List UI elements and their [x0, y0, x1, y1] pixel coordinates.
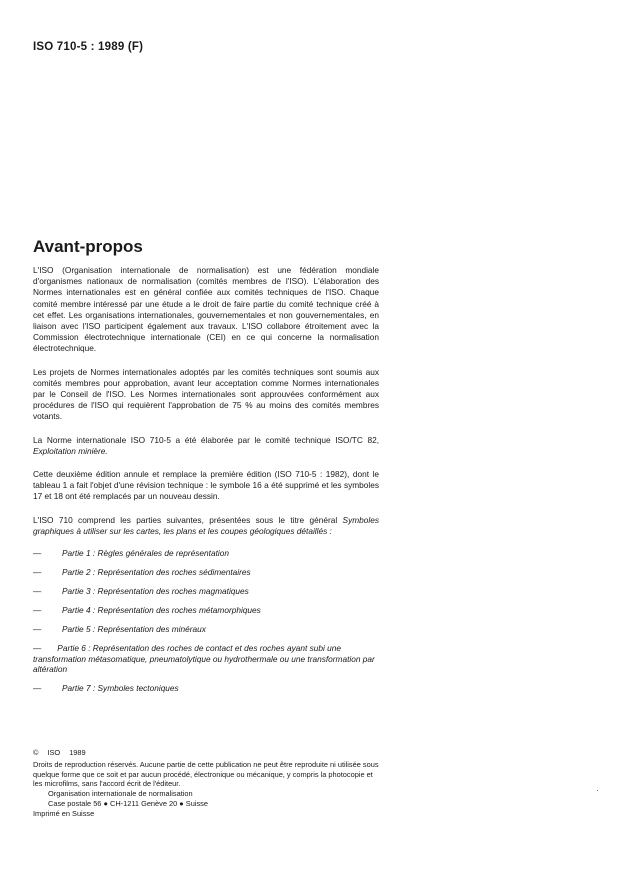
copyright-year: 1989	[69, 748, 86, 757]
prepared-by-text: La Norme internationale ISO 710-5 a été élaborée par le comité technique ISO/TC 82,	[33, 434, 379, 445]
printed-in: Imprimé en Suisse	[33, 808, 95, 818]
list-item-text: Partie 5 : Représentation des minéraux	[62, 624, 206, 635]
list-dash: —	[33, 683, 42, 694]
list-item-part-6	[33, 643, 379, 675]
paragraph-prepared-by	[33, 435, 379, 457]
list-item-text: Partie 3 : Représentation des roches magmatiques	[62, 586, 249, 597]
paragraph-iso-description: L'ISO (Organisation internationale de normalisation) est une fédération mondiale d'organismes nationaux de normalisation (comités membres de l'ISO). L'élaboration des Normes internationales est en général confiée aux comités techniques de l'ISO. Chaque comité membre intéressé par une étude a le droit de faire partie du comité technique créé à cet effet. Les organisations internationales, gouvernementales et non gouvernementales, en liaison avec l'ISO participent également aux travaux. L'ISO collabore étroitement avec la Commission électrotechnique internationale (CEI) en ce qui concerne la normalisation électrotechnique.	[33, 265, 379, 354]
scan-speck	[597, 790, 598, 791]
copyright-line	[33, 748, 383, 758]
list-dash: —	[33, 605, 42, 616]
committee-title: Exploitation minière.	[33, 445, 108, 456]
list-dash: —	[33, 567, 42, 578]
organisation-address: Case postale 56 ● CH-1211 Genève 20 ● Suisse	[48, 798, 208, 808]
list-dash: —	[33, 624, 42, 635]
page-header-code: ISO 710-5 : 1989 (F)	[33, 41, 144, 53]
copyright-org: ISO	[47, 748, 61, 757]
list-dash: —	[33, 643, 42, 654]
paragraph-parts-intro	[33, 515, 379, 537]
list-item-part-1	[33, 548, 379, 559]
list-item-part-2	[33, 567, 379, 578]
list-item-part-5	[33, 624, 379, 635]
list-item-part-4	[33, 605, 379, 616]
copyright-block	[33, 748, 383, 819]
section-title: Avant-propos	[33, 237, 143, 256]
list-dash: —	[33, 586, 42, 597]
list-item-text: Partie 4 : Représentation des roches métamorphiques	[62, 605, 261, 616]
parts-intro-text: L'ISO 710 comprend les parties suivantes, présentées sous le titre général	[33, 514, 338, 525]
general-title: Symboles graphiques à utiliser sur les cartes, les plans et les coupes géologiques détaillés :	[33, 514, 379, 536]
organisation-name: Organisation internationale de normalisation	[48, 789, 193, 799]
parts-list	[33, 548, 379, 694]
list-item-text: Partie 6 : Représentation des roches de contact et des roches ayant subi une transformation métasomatique, pneumatolytique ou hydrothermale ou une transformation par altération	[33, 643, 375, 675]
rights-notice: Droits de reproduction réservés. Aucune partie de cette publication ne peut être reproduite ni utilisée sous quelque forme que ce soit et par aucun procédé, électronique ou mécanique, y compris la photocopie et les microfilms, sans l'accord écrit de l'éditeur.	[33, 759, 379, 789]
list-item-part-3	[33, 586, 379, 597]
list-item-text: Partie 7 : Symboles tectoniques	[62, 683, 179, 694]
foreword-body	[33, 265, 379, 702]
list-item-text: Partie 2 : Représentation des roches sédimentaires	[62, 567, 251, 578]
list-dash: —	[33, 548, 42, 559]
copyright-symbol-icon: ©	[33, 748, 39, 757]
paragraph-approval-process: Les projets de Normes internationales adoptés par les comités techniques sont soumis aux comités membres pour approbation, avant leur acceptation comme Normes internationales par le Conseil de l'ISO. Les Normes internationales sont approuvées conformément aux procédures de l'ISO qui requièrent l'approbation de 75 % au moins des comités membres votants.	[33, 366, 379, 422]
list-item-text: Partie 1 : Règles générales de représentation	[62, 548, 229, 559]
list-item-part-7	[33, 683, 379, 694]
paragraph-edition-note: Cette deuxième édition annule et remplace la première édition (ISO 710-5 : 1982), dont le tableau 1 a fait l'objet d'une révision technique : le symbole 16 a été supprimé et les symboles 17 et 18 ont été remplacés par un nouveau dessin.	[33, 469, 379, 502]
